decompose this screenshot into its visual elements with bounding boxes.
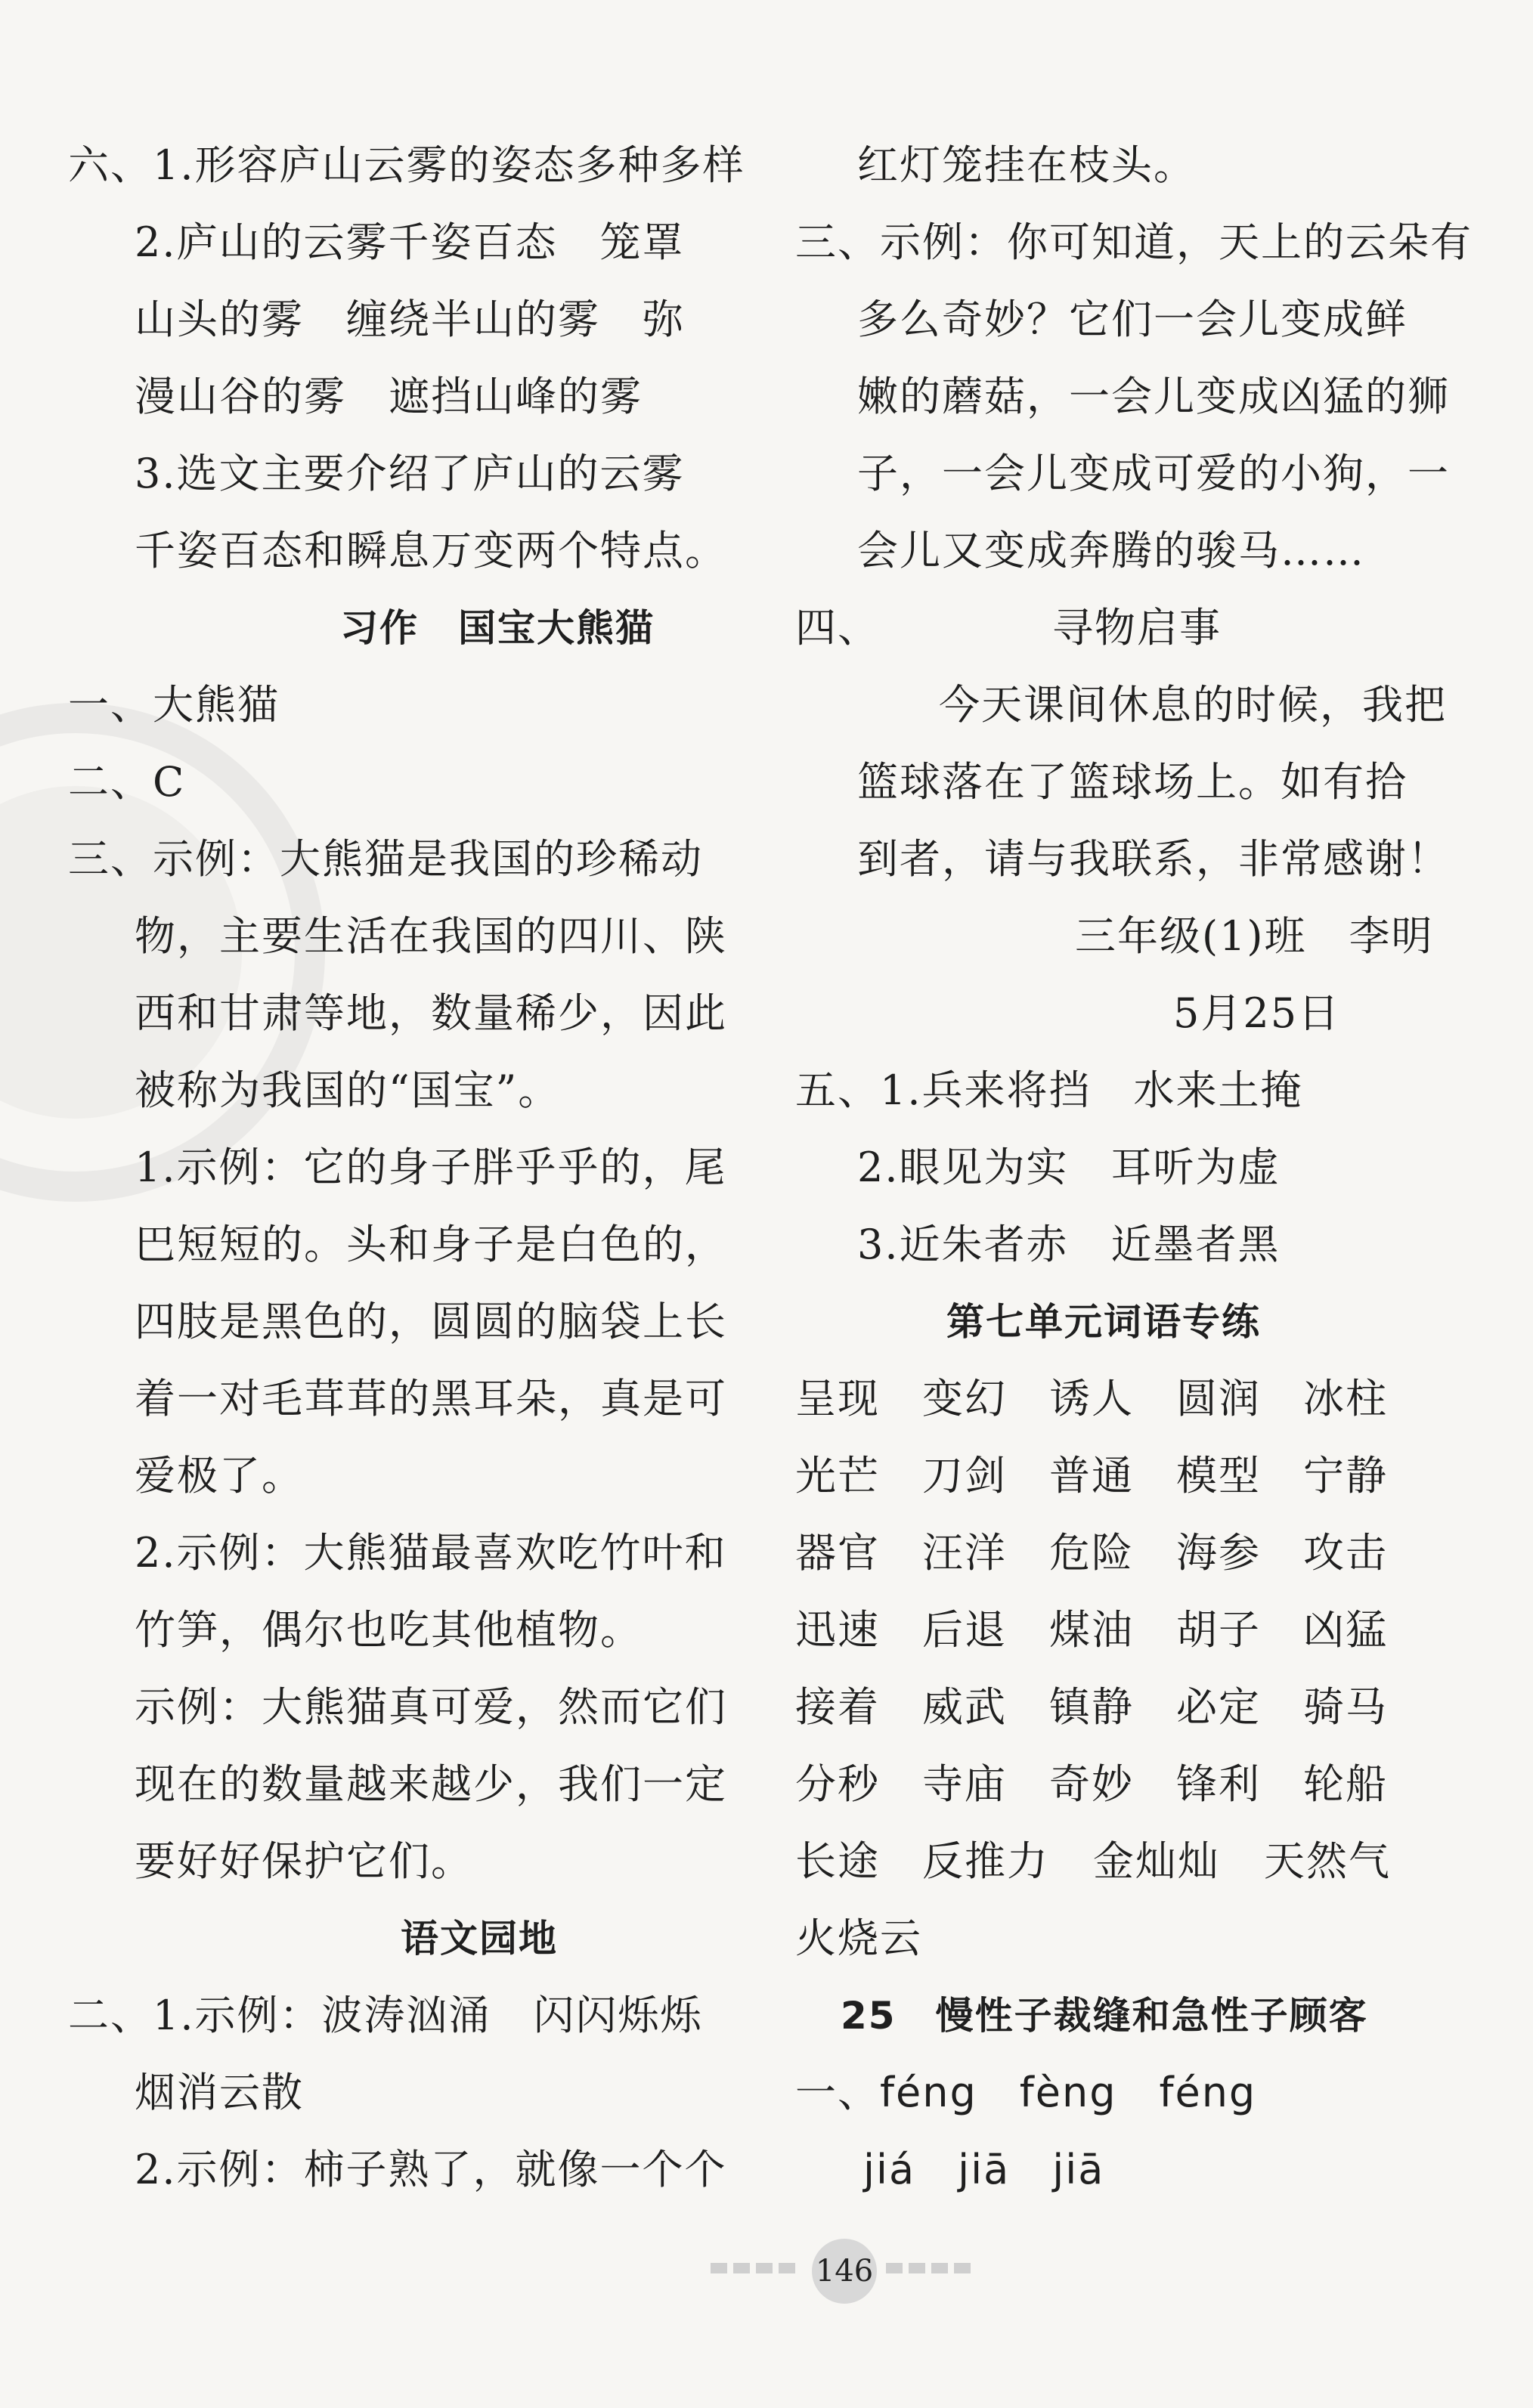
vocab-word: 反推力 — [922, 1837, 1049, 1885]
notice-title: 寻物启事 — [1052, 604, 1222, 652]
answer-line: 3.近朱者赤 近墨者黑 — [857, 1221, 1281, 1268]
vocab-word: 骑马 — [1303, 1683, 1388, 1731]
vocab-word: 诱人 — [1049, 1375, 1134, 1422]
answer-line: 烟消云散 — [135, 2069, 304, 2116]
left-column — [68, 0, 748, 2192]
vocab-word: 呈现 — [795, 1375, 880, 1422]
answer-line: 西和甘肃等地，数量稀少，因此 — [135, 989, 727, 1037]
answer-line: 1.示例：它的身子胖乎乎的，尾 — [135, 1144, 727, 1191]
vocab-word: 危险 — [1049, 1529, 1134, 1577]
vocab-word: 海参 — [1176, 1529, 1261, 1577]
answer-line: 着一对毛茸茸的黑耳朵，真是可 — [135, 1375, 727, 1422]
section-heading: 习作 国宝大熊猫 — [340, 606, 655, 650]
vocab-word: 胡子 — [1176, 1606, 1261, 1654]
vocab-word: 宁静 — [1303, 1452, 1388, 1500]
answer-line: 竹笋，偶尔也吃其他植物。 — [135, 1606, 643, 1654]
answer-line: 三、示例：大熊猫是我国的珍稀动 — [68, 835, 703, 883]
answer-line: 2.庐山的云雾千姿百态 笼罩 — [135, 218, 685, 266]
vocab-word: 长途 — [795, 1837, 880, 1885]
answer-line: 五、1.兵来将挡 水来土掩 — [795, 1066, 1303, 1114]
vocab-row — [795, 1912, 1476, 1965]
vocab-word: 迅速 — [795, 1606, 880, 1654]
vocab-row — [795, 1450, 1476, 1503]
pinyin-line: 一、féng fèng féng — [795, 2069, 1257, 2116]
right-column — [795, 0, 1476, 2192]
page-number-decoration — [886, 2263, 977, 2273]
vocab-word: 轮船 — [1303, 1760, 1388, 1808]
answer-line: 二、1.示例：波涛汹涌 闪闪烁烁 — [68, 1992, 703, 2039]
answer-line: 2.示例：柿子熟了，就像一个个 — [135, 2146, 727, 2193]
section-heading: 语文园地 — [401, 1917, 558, 1961]
vocab-word: 汪洋 — [922, 1529, 1007, 1577]
answer-line: 巴短短的。头和身子是白色的， — [135, 1221, 727, 1268]
answer-line: 漫山谷的雾 遮挡山峰的雾 — [135, 373, 643, 420]
vocab-word: 器官 — [795, 1529, 880, 1577]
vocab-word: 普通 — [1049, 1452, 1134, 1500]
answer-line: 三、示例：你可知道，天上的云朵有 — [795, 218, 1473, 266]
vocab-word: 变幻 — [922, 1375, 1007, 1422]
vocab-word: 火烧云 — [795, 1914, 922, 1962]
vocab-word: 圆润 — [1176, 1375, 1261, 1422]
vocab-word: 分秒 — [795, 1760, 880, 1808]
vocab-word: 攻击 — [1303, 1529, 1388, 1577]
vocab-word: 锋利 — [1176, 1760, 1261, 1808]
page-number: 146 — [812, 2239, 877, 2304]
answer-line: 2.示例：大熊猫最喜欢吃竹叶和 — [135, 1529, 727, 1577]
notice-signature: 三年级(1)班 李明 — [1075, 912, 1434, 960]
answer-line: 山头的雾 缠绕半山的雾 弥 — [135, 296, 685, 343]
vocab-row — [795, 1373, 1476, 1425]
answer-line: 子，一会儿变成可爱的小狗，一 — [857, 450, 1450, 497]
answer-line: 爱极了。 — [135, 1452, 304, 1500]
vocab-word: 模型 — [1176, 1452, 1261, 1500]
answer-line: 今天课间休息的时候，我把 — [939, 681, 1447, 729]
answer-line: 嫩的蘑菇，一会儿变成凶猛的狮 — [857, 373, 1450, 420]
pinyin-line: jiá jiā jiā — [863, 2146, 1105, 2193]
answer-line: 四、 — [795, 604, 880, 652]
answer-line: 3.选文主要介绍了庐山的云雾 — [135, 450, 685, 497]
lesson-heading: 25 慢性子裁缝和急性子顾客 — [841, 1994, 1368, 2038]
vocab-word: 冰柱 — [1303, 1375, 1388, 1422]
vocab-word: 金灿灿 — [1093, 1837, 1220, 1885]
vocab-word: 天然气 — [1264, 1837, 1391, 1885]
answer-line: 物，主要生活在我国的四川、陕 — [135, 912, 727, 960]
vocab-row — [795, 1681, 1476, 1734]
answer-line: 示例：大熊猫真可爱，然而它们 — [135, 1683, 727, 1731]
answer-line: 2.眼见为实 耳听为虚 — [857, 1144, 1281, 1191]
answer-line: 会儿又变成奔腾的骏马…… — [857, 527, 1365, 574]
vocab-word: 镇静 — [1049, 1683, 1134, 1731]
answer-line: 红灯笼挂在枝头。 — [857, 141, 1196, 189]
answer-line: 千姿百态和瞬息万变两个特点。 — [135, 527, 727, 574]
vocab-word: 刀剑 — [922, 1452, 1007, 1500]
page-number-decoration — [711, 2263, 801, 2273]
notice-date: 5月25日 — [1173, 989, 1341, 1037]
vocab-row — [795, 1527, 1476, 1580]
answer-line: 现在的数量越来越少，我们一定 — [135, 1760, 727, 1808]
answer-line: 多么奇妙？它们一会儿变成鲜 — [857, 296, 1408, 343]
answer-line: 二、C — [68, 758, 186, 806]
vocab-word: 后退 — [922, 1606, 1007, 1654]
answer-line: 四肢是黑色的，圆圆的脑袋上长 — [135, 1298, 727, 1345]
vocab-word: 奇妙 — [1049, 1760, 1134, 1808]
vocab-word: 凶猛 — [1303, 1606, 1388, 1654]
vocab-word: 威武 — [922, 1683, 1007, 1731]
answer-line: 篮球落在了篮球场上。如有拾 — [857, 758, 1408, 806]
answer-line: 一、大熊猫 — [68, 681, 280, 729]
vocab-word: 必定 — [1176, 1683, 1261, 1731]
vocab-word: 寺庙 — [922, 1760, 1007, 1808]
answer-line: 被称为我国的“国宝”。 — [135, 1066, 561, 1114]
vocab-word: 光芒 — [795, 1452, 880, 1500]
vocab-row — [795, 1604, 1476, 1657]
vocab-row — [795, 1835, 1476, 1888]
answer-line: 六、1.形容庐山云雾的姿态多种多样 — [68, 141, 745, 189]
section-heading: 第七单元词语专练 — [946, 1300, 1261, 1344]
answer-line: 到者，请与我联系，非常感谢！ — [857, 835, 1450, 883]
vocab-row — [795, 1758, 1476, 1811]
vocab-word: 接着 — [795, 1683, 880, 1731]
answer-line: 要好好保护它们。 — [135, 1837, 473, 1885]
vocab-word: 煤油 — [1049, 1606, 1134, 1654]
